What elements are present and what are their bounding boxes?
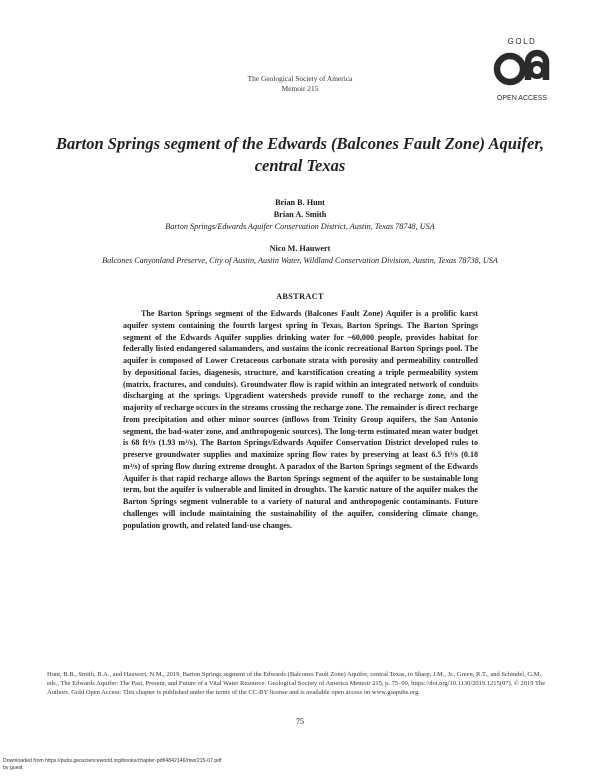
gold-open-access-logo bbox=[488, 34, 556, 104]
logo-top-text: GOLD bbox=[507, 37, 537, 46]
author-affiliation: Barton Springs/Edwards Aquifer Conservation District, Austin, Texas 78748, USA bbox=[165, 222, 435, 231]
abstract-heading: ABSTRACT bbox=[276, 292, 324, 301]
abstract-text: The Barton Springs segment of the Edwards (Balcones Fault Zone) Aquifer is a prolific karst aquifer system containing the fourth largest spring in Texas, Barton Springs. The Barton Springs segment of the Edwards Aquifer supplies drinking water for ~60,000 people, provides habitat for federally listed endangered salamanders, and sustains the iconic recreational Barton Springs pool. The aquifer is composed of Lower Cretaceous carbonate strata with porosity and permeability controlled by depositional facies, diagenesis, structure, and karstification creating a triple permeability system (matrix, fractures, and conduits). Groundwater flow is rapid within an integrated network of conduits discharging at the springs. Upgradient watersheds provide runoff to the recharge zone, and the majority of recharge occurs in the streams crossing the recharge zone. The remainder is direct recharge from precipitation and other minor sources (inflows from Trinity Group aquifers, the San Antonio segment, the bad-water zone, and anthropogenic sources). The long-term estimated mean water budget is 68 ft³/s (1.93 m³/s). The Barton Springs/Edwards Aquifer Conservation District developed rules to preserve groundwater supplies and maximize spring flow rates by preserving at least 6.5 ft³/s (0.18 m³/s) of spring flow during extreme drought. A paradox of the Barton Springs segment of the Edwards Aquifer is that rapid recharge allows the Barton Springs segment of the aquifer to be sustainable long term, but the aquifer is vulnerable and limited in droughts. The karstic nature of the aquifer makes the Barton Springs segment vulnerable to a variety of natural and anthropogenic contaminants. Future challenges will include maintaining the sustainability of the aquifer, considering climate change, population growth, and related land-use changes. bbox=[123, 309, 478, 530]
author-group-1 bbox=[0, 197, 600, 233]
logo-bottom-text: OPEN ACCESS bbox=[496, 95, 548, 102]
chapter-title: Barton Springs segment of the Edwards (Balcones Fault Zone) Aquifer, central Texas bbox=[55, 134, 545, 175]
author-name: Brian B. Hunt bbox=[275, 198, 325, 207]
author-affiliation: Balcones Canyonland Preserve, City of Austin, Austin Water, Wildland Conservation Division, Austin, Texas 78738, USA bbox=[102, 256, 498, 265]
series-name: Memoir 215 bbox=[281, 84, 319, 93]
author-group-2 bbox=[0, 243, 600, 267]
citation-in: in bbox=[407, 671, 413, 678]
citation-footnote bbox=[47, 670, 553, 697]
page-number: 75 bbox=[296, 717, 304, 726]
download-guest: by guest bbox=[3, 764, 23, 771]
citation-part-2: Sharp, J.M., Jr., Green, R.T., and Schindel, G.M., eds., The Edwards Aquifer: The Past, Present, and Future of a Vital Water Resource: Geological Society of America Memoir 215, p. 75–99, https://doi.org/10.1130/2019.1215(07). © 2019 The Authors. Gold Open Access: This chapter is published under the terms of the CC-BY license and is available open access on www.gsapubs.org. bbox=[47, 671, 546, 696]
download-url: Downloaded from https://pubs.geoscienceworld.org/books/chapter-pdf/4842146/mwr215-07.pdf bbox=[3, 758, 222, 764]
citation-part-1: Hunt, B.B., Smith, B.A., and Hauwert, N.M., 2019, Barton Springs segment of the Edwards (Balcones Fault Zone) Aquifer, central Texas, bbox=[47, 671, 408, 678]
author-name: Brian A. Smith bbox=[273, 210, 327, 219]
open-access-lock-icon bbox=[488, 34, 556, 104]
publisher-name: The Geological Society of America bbox=[247, 74, 353, 83]
download-notice bbox=[3, 758, 222, 771]
author-name: Nico M. Hauwert bbox=[269, 244, 331, 253]
